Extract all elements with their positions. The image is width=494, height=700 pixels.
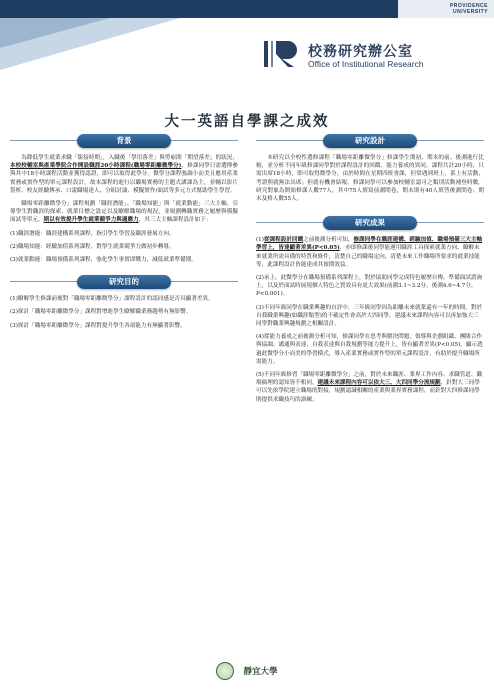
text-run: (5)不同年級修習「職場零距離微學分」之前，對於未來職涯、業界工作內容、求職管道、職場倫理的認知皆不相同， [256, 372, 483, 387]
office-title: 校務研究辦公室 [308, 44, 413, 60]
section-heading-background: 背景 [77, 134, 171, 148]
purpose-list-item: (1)瞭解學生修課前後對「職場零距離微學分」課程設計的認同感是否具顯著差異。 [10, 296, 214, 303]
background-list-item: (3)就業動能：職場預備系列課程，強化學生事實即戰力，減低就業準備期。 [10, 257, 197, 264]
result-item [256, 274, 484, 299]
school-seal-icon [216, 662, 234, 680]
background-paragraph-1 [10, 154, 238, 195]
office-logo-icon [262, 38, 302, 70]
text-run: (1) [256, 237, 264, 244]
left-column [10, 134, 238, 335]
text-run: (3)不同年級同學在職業興趣的自評中，三年級同學因為距離未來就業還有一年的時間，對於自我職業興趣(如職涯類型)的不確定性會高於大四同學，建議未來課程內容可以再加強大三同學對職業興趣規劃之相關設計。 [256, 304, 483, 328]
footer-logo [0, 660, 494, 680]
result-item [256, 333, 484, 366]
background-list-item: (2)職場知能：經驗加值系列課程，對學生就業競爭力做初步轉導。 [10, 243, 175, 250]
text-run: 之前後測分析可知， [303, 237, 354, 244]
purpose-list-item: (3)探討「職場零距離微學分」課程對提升學生各項能力有無顯著影響。 [10, 322, 186, 329]
section-heading-results: 研究成果 [323, 216, 417, 230]
emphasis-text: 從課程設計回饋 [263, 237, 304, 244]
background-list [10, 230, 238, 265]
result-item [256, 371, 484, 404]
purpose-list-item: (2)探討「職場零距離微學分」課程對增進學生瞭解職業務趨勢有無影響。 [10, 309, 192, 316]
text-run: 職場零距離微學分」課程規劃「職涯潛能」、「職場知能」與「就業動能」三大主軸，引導學生對職涯的探索、就業目標之設定以及瞭解職場的規況，並規劃轉職實務之履歷與模擬面試等單元， [10, 201, 238, 224]
results-list [256, 236, 484, 404]
emphasis-text: 本校校輔室與產業學院合作開設職涯20小時課程(職場零距離微學分) [10, 163, 182, 170]
result-item [256, 236, 484, 269]
section-heading-purpose: 研究目的 [77, 275, 171, 289]
emphasis-text: 期以有效提升學生就業競爭力與適應力 [43, 217, 139, 224]
text-run: ，修課同學只需選擇參與其中18小時課程活動並獲得認證，即可以取得此學分。微學分課程強調小而美且應用產業實務或實作型的單元課程設計，故本課程的進行以職場實務的主題式講課為主，並輔以影片賞析、校友經驗傳承、口說職場達人、分組討論、模擬實作/面試等多元方式幫助學生學習。 [10, 163, 238, 194]
university-wordmark-line1: PROVIDENCE [449, 3, 488, 9]
right-column [256, 134, 484, 409]
text-run: 為降低學生就業求職「銜接時期」，入職後「學用落差」與勞雇間「期望落差」的狀況， [21, 155, 238, 161]
text-run: ，亦即修課後同學能運用職涯工具探索就業方向、瞭解未來就業所需具備的特質和條件，清楚自己的職場定向，清楚未來工作職場所要求的就業技能等，此課程設計皆能達成其預期效益。 [256, 245, 480, 268]
emphasis-text: 建議未來課程內容可以依大三、大四同學分流規劃 [317, 380, 441, 387]
purpose-list [10, 295, 238, 330]
section-heading-design: 研究設計 [323, 134, 417, 148]
emphasis-text: 修課同學在職涯建構、經驗加值、職場預備三大主軸學習上，皆達顯著差異(P<0.05) [256, 237, 483, 252]
design-paragraph: 本研究以全校性選修課程「職場零距離微學分」修課學生期初、期末的前、後測進行比較，並分析不同年級修課同學對於課程設計的回饋、能力養成的異同。課程共計20小時，只需出席18小時，即可取得微學分。由於時間在星期四班會課，但常遇到班上、系上有活動，考證照就無法出席；但就有機會結報，修課同學可以參加校輔室認可之類別活動補登時數。研究對象為開始修課人數77人，其中75人填寫前測問卷，期末則有40人填答後測問卷；期末及格人數55人。 [256, 155, 484, 203]
office-subtitle: Office of Institutional Research [308, 59, 424, 69]
background-paragraph-2 [10, 200, 238, 225]
result-item [256, 304, 484, 329]
text-run: ，針對大三同學可以先依學院建立職場的對接，規劃認識相關的產業與業界實務課程，而針對大四修課同學則提供求職技巧的訓練。 [256, 380, 480, 403]
university-wordmark [408, 3, 488, 15]
university-wordmark-line2: UNIVERSITY [452, 9, 488, 15]
poster-title: 大一英語自學課之成效 [164, 114, 330, 130]
text-run: (4)從能力養成之前後測分析可知，修課同學在思考與解決問題、領導與企劃組織、團隊合作與協調、溝通與表達、自我表達與自我規劃等能力提升上，皆有顯著差異(P<0.05)，顯示透過此微學分小而美的學習模式，導入產業實務或實作型的單元課程設計，有助於提升職場所需能力。 [256, 334, 483, 365]
text-run: (2)承上，此微學分在職場預備系列課程上，對於協助同學完成特色履歷自傳、準備面試諮詢上，以及於面試時展現個人特色之質效具有更大效果(前測3.1~3.2分，後測4.6~4.7分，P<0.001)。 [256, 275, 483, 298]
school-name: 靜宜大學 [243, 666, 278, 677]
background-list-item: (1)職涯潛能：職涯建構系列課程，指引學生學習及職涯發展方向。 [10, 230, 175, 237]
decorative-slant-dark [0, 18, 110, 48]
text-run: ，其三大主軸課程設計如下： [138, 217, 212, 224]
